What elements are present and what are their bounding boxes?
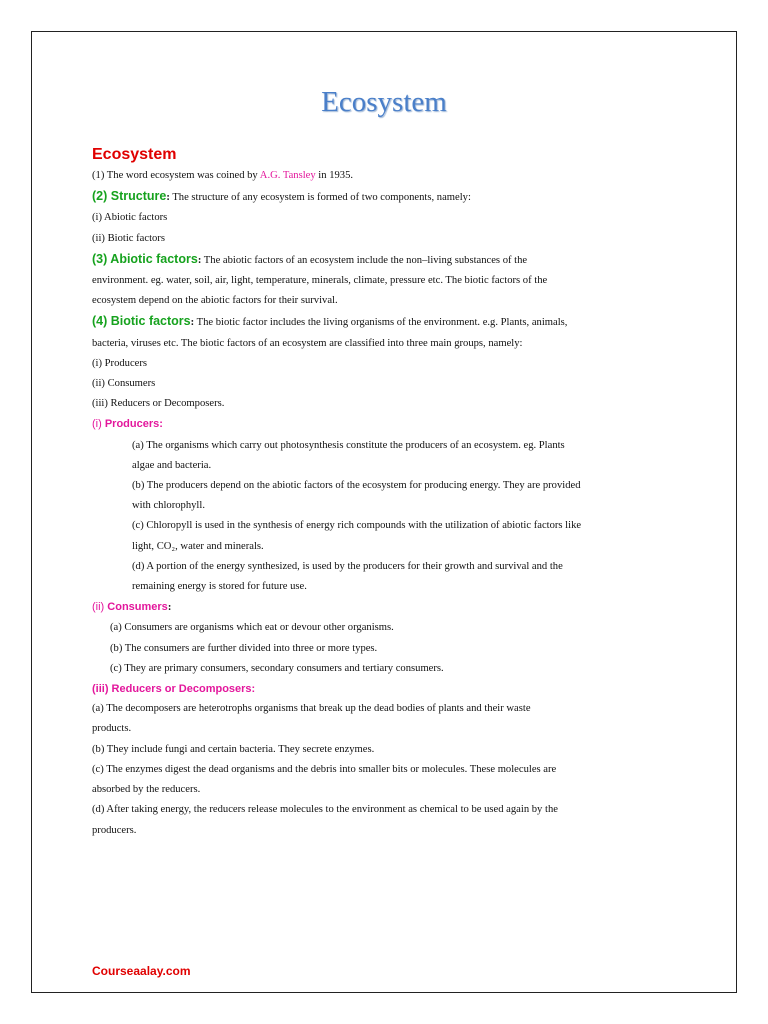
paragraph-3: (3) Abiotic factors: The abiotic factors of an ecosystem include the non–living substances of the [92,251,528,266]
list-item: (ii) Biotic factors [92,232,165,244]
text-line: remaining energy is stored for future use. [132,581,307,593]
text-line: (a) The organisms which carry out photosynthesis constitute the producers of an ecosystem. eg. Plants [132,439,565,451]
text-line: (a) Consumers are organisms which eat or devour other organisms. [110,622,394,634]
paragraph-4: (4) Biotic factors: The biotic factor includes the living organisms of the environment. e.g. Plants, animals, [92,314,568,329]
paragraph-2: (2) Structure: The structure of any ecosystem is formed of two components, namely: [92,189,471,204]
text-line: (d) A portion of the energy synthesized, is used by the producers for their growth and survival and the [132,560,563,572]
text-line: algae and bacteria. [132,459,212,471]
list-item: (i) Producers [92,357,148,369]
text-line: producers. [92,824,137,836]
document-body [92,144,672,841]
text-line: absorbed by the reducers. [92,784,201,796]
text-line: (d) After taking energy, the reducers release molecules to the environment as chemical to be used again by the [92,804,558,816]
list-item: (iii) Reducers or Decomposers. [92,398,225,410]
page-title: Ecosystem [321,86,447,118]
text-line: (c) Chloropyll is used in the synthesis of energy rich compounds with the utilization of abiotic factors like [132,520,582,532]
biotic-heading: (4) Biotic factors [92,314,191,329]
text-line: with chlorophyll. [132,500,205,512]
structure-heading: (2) Structure [92,189,167,204]
text-line: light, CO₂, water and minerals. [132,540,264,552]
text-line: (a) The decomposers are heterotrophs organisms that break up the dead bodies of plants and their waste [92,703,531,715]
reducers-heading: (iii) Reducers or Decomposers: [92,683,256,696]
text-line: (c) They are primary consumers, secondary consumers and tertiary consumers. [110,662,444,674]
text-line: (b) The producers depend on the abiotic factors of the ecosystem for producing energy. They are provided [132,480,581,492]
list-item: (ii) Consumers [92,378,156,390]
abiotic-heading: (3) Abiotic factors [92,251,198,266]
footer-site-name: Courseaalay.com [92,964,191,978]
text-line: (b) The consumers are further divided into three or more types. [110,642,378,654]
text-line: (b) They include fungi and certain bacteria. They secrete enzymes. [92,743,375,755]
consumers-heading: (ii) Consumers: [92,601,172,614]
list-item: (i) Abiotic factors [92,212,168,224]
text-line: environment. eg. water, soil, air, light, temperature, minerals, climate, pressure etc. The biotic factors of the [92,275,548,287]
text-line: (c) The enzymes digest the dead organisms and the debris into smaller bits or molecules. These molecules are [92,763,557,775]
text-line: bacteria, viruses etc. The biotic factors of an ecosystem are classified into three main groups, namely: [92,337,523,349]
paragraph-1: (1) The word ecosystem was coined by A.G. Tansley in 1935. [92,170,354,181]
section-heading: Ecosystem [92,146,177,163]
tansley-highlight: A.G. Tansley [259,170,316,181]
text-line: ecosystem depend on the abiotic factors for their survival. [92,295,338,307]
text-line: products. [92,723,132,735]
producers-heading: (i) Producers: [92,418,163,431]
